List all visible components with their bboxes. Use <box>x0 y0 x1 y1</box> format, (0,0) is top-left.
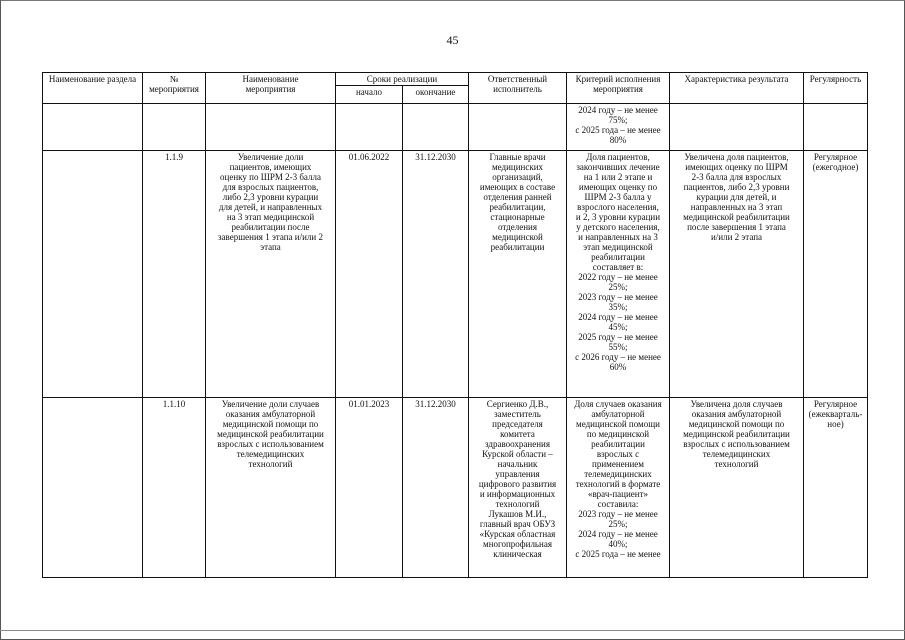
header-criterion: Критерий исполнения мероприятия <box>567 73 670 104</box>
page-bottom-rule <box>0 630 905 631</box>
header-event-name: Наименование мероприятия <box>206 73 336 104</box>
page-number: 45 <box>446 33 459 47</box>
header-end: окончание <box>403 86 469 104</box>
header-result: Характеристика результата <box>670 73 804 104</box>
table-row <box>43 104 868 151</box>
header-terms: Сроки реализации <box>336 73 469 86</box>
cell-num <box>143 104 206 151</box>
cell-end: 31.12.2030 <box>403 398 469 578</box>
cell-criterion: 2024 году – не менее 75%; с 2025 года – не менее 80% <box>567 104 670 151</box>
cell-responsible: Сергиенко Д.В., заместитель председателя комитета здравоохранения Курской области – начальник управления цифрового развития и информационных технологий Лукашов М.И., главный врач ОБУЗ «Курская областная многопрофильная клиническая <box>469 398 567 578</box>
header-responsible: Ответственный исполнитель <box>469 73 567 104</box>
cell-start: 01.06.2022 <box>336 151 403 398</box>
cell-start <box>336 104 403 151</box>
cell-name <box>206 104 336 151</box>
cell-start: 01.01.2023 <box>336 398 403 578</box>
cell-num: 1.1.9 <box>143 151 206 398</box>
cell-result: Увеличена доля пациентов, имеющих оценку по ШРМ 2-3 балла для взрослых пациентов, либо 2,3 уровни курации для детей, и направленных на 3 этап медицинской реабилитации после завершения 1 этапа и/или 2 этапа <box>670 151 804 398</box>
cell-criterion: Доля пациентов, закончивших лечение на 1 или 2 этапе и имеющих оценку по ШРМ 2-3 балла у взрослого населения, и 2, 3 уровни курации у детского населения, и направленных на 3 этап медицинской реабилитации составляет в: 2022 году – не менее 25%; 2023 году – не менее 35%; 2024 году – не менее 45%; 2025 году – не менее 55%; с 2026 году – не менее 60% <box>567 151 670 398</box>
cell-name: Увеличение доли пациентов, имеющих оценку по ШРМ 2-3 балла для взрослых пациентов, либо 2,3 уровни курации для детей, и направленных на 3 этап медицинской реабилитации после завершения 1 этапа и/или 2 этапа <box>206 151 336 398</box>
header-section-name: Наименование раздела <box>43 73 143 104</box>
cell-result <box>670 104 804 151</box>
cell-section <box>43 104 143 151</box>
cell-section <box>43 398 143 578</box>
header-start: начало <box>336 86 403 104</box>
cell-end <box>403 104 469 151</box>
table-row <box>43 398 868 578</box>
cell-regularity <box>804 104 868 151</box>
cell-result: Увеличена доля случаев оказания амбулаторной медицинской помощи по медицинской реабилитации взрослых с использованием телемедицинских технологий <box>670 398 804 578</box>
cell-num: 1.1.10 <box>143 398 206 578</box>
measures-table <box>42 72 868 578</box>
header-number: № мероприятия <box>143 73 206 104</box>
cell-responsible: Главные врачи медицинских организаций, имеющих в составе отделения ранней реабилитации, стационарные отделения медицинской реабилитации <box>469 151 567 398</box>
cell-criterion: Доля случаев оказания амбулаторной медицинской помощи по медицинской реабилитации взрослых с применением телемедицинских технологий в формате «врач-пациент» составила: 2023 году – не менее 25%; 2024 году – не менее 40%; с 2025 года – не менее <box>567 398 670 578</box>
cell-regularity: Регулярное (ежегодное) <box>804 151 868 398</box>
cell-section <box>43 151 143 398</box>
cell-responsible <box>469 104 567 151</box>
cell-regularity: Регулярное (ежекварталь- ное) <box>804 398 868 578</box>
table-row <box>43 151 868 398</box>
cell-end: 31.12.2030 <box>403 151 469 398</box>
cell-name: Увеличение доли случаев оказания амбулаторной медицинской помощи по медицинской реабилитации взрослых с использованием телемедицинских технологий <box>206 398 336 578</box>
header-regularity: Регулярность <box>804 73 868 104</box>
